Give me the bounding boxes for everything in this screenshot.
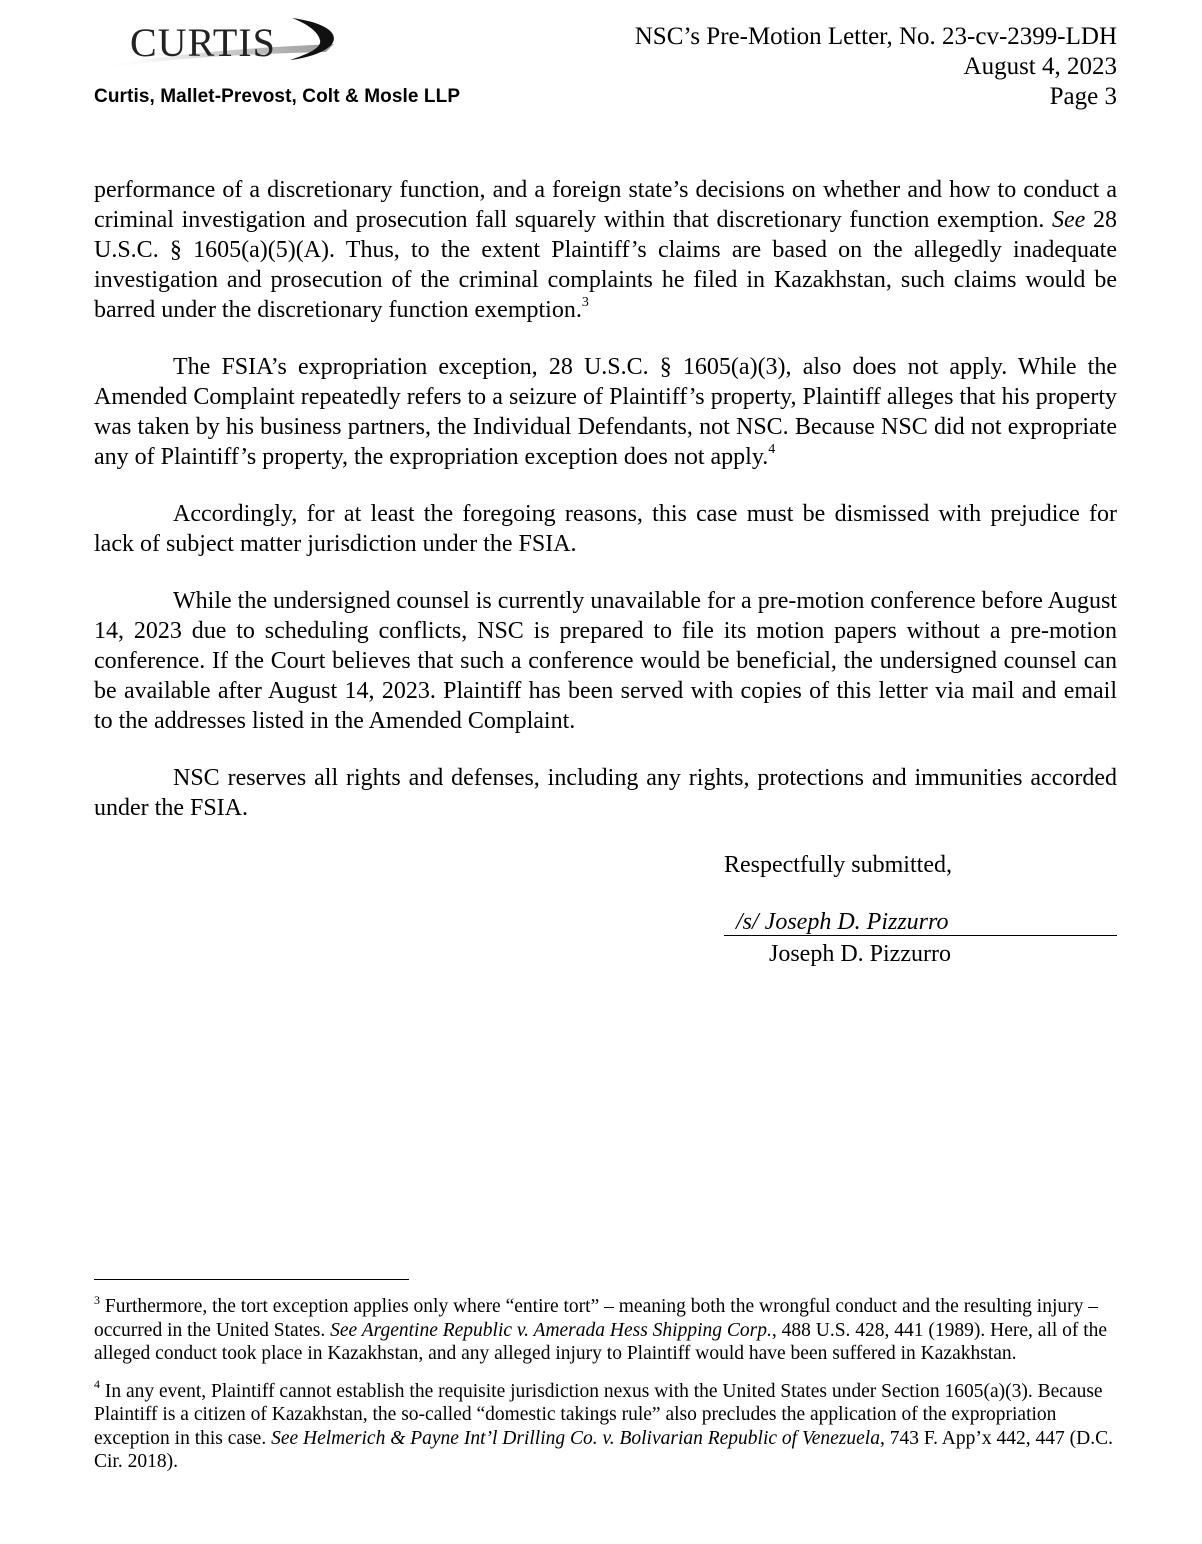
paragraph-conclusion: Accordingly, for at least the foregoing reasons, this case must be dismissed with prejudice for lack of subject matter jurisdiction under the FSIA.	[94, 501, 1117, 557]
letter-body	[94, 175, 1117, 850]
page-number: Page 3	[1049, 83, 1117, 110]
closing: Respectfully submitted,	[724, 852, 952, 878]
paragraph-reservation: NSC reserves all rights and defenses, including any rights, protections and immunities accorded under the FSIA.	[94, 765, 1117, 821]
paragraph-discretionary-function: performance of a discretionary function, and a foreign state’s decisions on whether and how to conduct a criminal investigation and prosecution fall squarely within that discretionary function exemption. See 28 U.S.C. § 1605(a)(5)(A). Thus, to the extent Plaintiff’s claims are based on the allegedly inadequate investigation and prosecution of the criminal complaints he filed in Kazakhstan, such claims would be barred under the discretionary function exemption.$^3$	[94, 177, 1118, 323]
signatory-name: Joseph D. Pizzurro	[769, 941, 951, 967]
signature-block	[724, 850, 1117, 969]
electronic-signature: /s/ Joseph D. Pizzurro	[724, 909, 1117, 936]
footnote-3: $^3$ Furthermore, the tort exception applies only where “entire tort” – meaning both the wrongful conduct and the resulting injury – occurred in the United States. See Argentine Republic v. Amerada Hess Shipping Corp., 488 U.S. 428, 441 (1989). Here, all of the alleged conduct took place in Kazakhstan, and any alleged injury to Plaintiff would have been suffered in Kazakhstan.	[94, 1292, 1108, 1364]
footnotes	[94, 1292, 1117, 1488]
svg-text:CURTIS: CURTIS	[130, 20, 276, 65]
letter-date: August 4, 2023	[963, 53, 1117, 80]
footnote-ref-4[interactable]: 4	[768, 442, 776, 457]
paragraph-conference: While the undersigned counsel is currently unavailable for a pre-motion conference before August 14, 2023 due to scheduling conflicts, NSC is prepared to file its motion papers without a pre-motion conference. If the Court believes that such a conference would be beneficial, the undersigned counsel can be available after August 14, 2023. Plaintiff has been served with copies of this letter via mail and email to the addresses listed in the Amended Complaint.	[94, 588, 1117, 734]
footnote-4: $^4$ In any event, Plaintiff cannot establish the requisite jurisdiction nexus with the United States under Section 1605(a)(3). Because Plaintiff is a citizen of Kazakhstan, the so-called “domestic takings rule” also precludes the application of the expropriation exception in this case. See Helmerich & Payne Int’l Drilling Co. v. Bolivarian Republic of Venezuela, 743 F. App’x 442, 447 (D.C. Cir. 2018).	[94, 1377, 1113, 1472]
paragraph-expropriation: The FSIA’s expropriation exception, 28 U.S.C. § 1605(a)(3), also does not apply. While the Amended Complaint repeatedly refers to a seizure of Plaintiff’s property, Plaintiff alleges that his property was taken by his business partners, the Individual Defendants, not NSC. Because NSC did not expropriate any of Plaintiff’s property, the expropriation exception does not apply.$^4$	[94, 354, 1117, 470]
letter-header	[635, 22, 1117, 112]
letter-reference: NSC’s Pre-Motion Letter, No. 23-cv-2399-LDH	[634, 23, 1117, 50]
firm-name: Curtis, Mallet-Prevost, Colt & Mosle LLP	[94, 86, 461, 107]
footnote-divider	[94, 1279, 409, 1280]
curtis-logo	[94, 8, 339, 84]
footnote-ref-3[interactable]: 3	[581, 295, 589, 310]
